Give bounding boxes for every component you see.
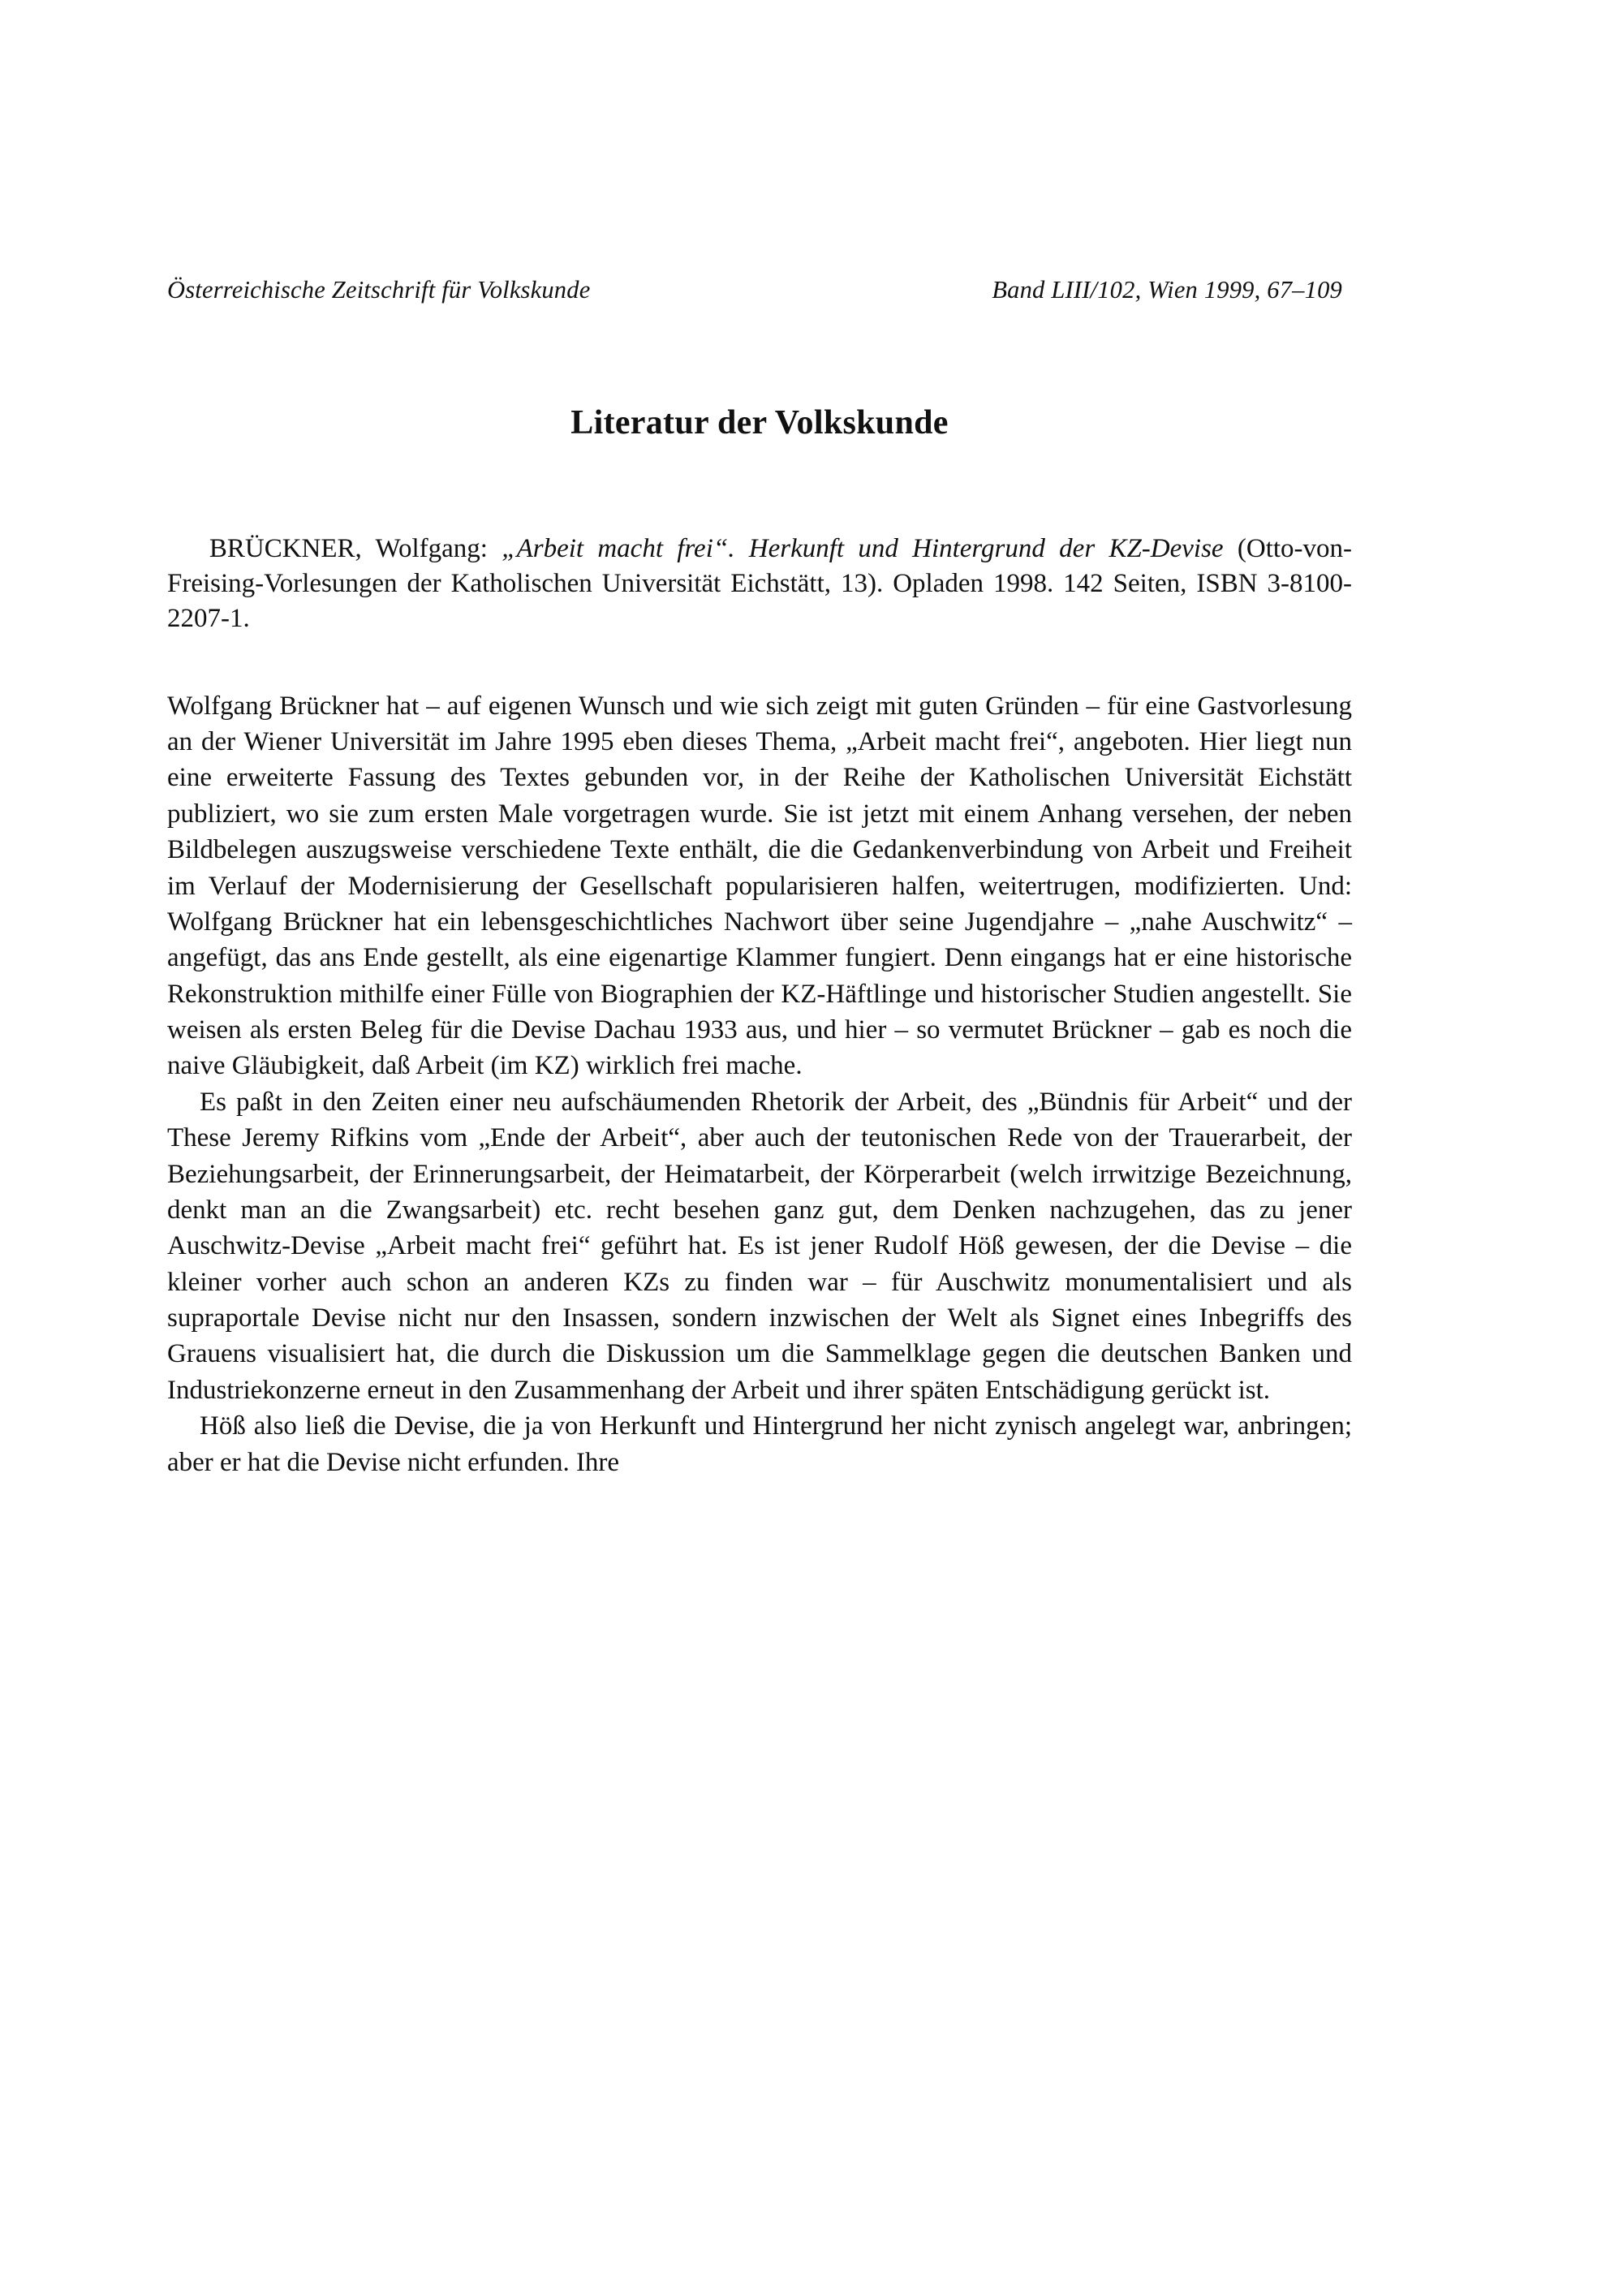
bibliographic-entry bbox=[167, 532, 1352, 636]
body-paragraph-3: Höß also ließ die Devise, die ja von Herkunft und Hintergrund her nicht zynisch angelegt war, anbringen; aber er hat die Devise nicht erfunden. Ihre bbox=[167, 1411, 1352, 1477]
journal-name: Österreichische Zeitschrift für Volkskunde bbox=[167, 276, 591, 304]
entry-author: BRÜCKNER, Wolfgang: bbox=[209, 534, 488, 563]
body-paragraph-2: Es paßt in den Zeiten einer neu aufschäumenden Rhetorik der Arbeit, des „Bündnis für Arbeit“ und der These Jeremy Rifkins vom „Ende der Arbeit“, aber auch der teutonischen Rede von der Trauerarbeit, der Beziehungsarbeit, der Erinnerungsarbeit, der Heimatarbeit, der Körperarbeit (welch irrwitzige Bezeichnung, denkt man an die Zwangsarbeit) etc. recht besehen ganz gut, dem Denken nachzugehen, das zu jener Auschwitz-Devise „Arbeit macht frei“ geführt hat. Es ist jener Rudolf Höß gewesen, der die Devise – die kleiner vorher auch schon an anderen KZs zu finden war – für Auschwitz monumentalisiert und als supraportale Devise nicht nur den Insassen, sondern inzwischen der Welt als Signet eines Inbegriffs des Grauens visualisiert hat, die durch die Diskussion um die Sammelklage gegen die deutschen Banken und Industriekonzerne erneut in den Zusammenhang der Arbeit und ihrer späten Entschädigung gerückt ist. bbox=[167, 1087, 1352, 1405]
running-head bbox=[167, 276, 1352, 304]
entry-imprint: (Otto-von-Freising-Vorlesungen der Katholischen Universität Eichstätt, 13). Opladen 1998. 142 Seiten, ISBN 3-8100-2207-1. bbox=[167, 534, 1353, 633]
entry-work-title: „Arbeit macht frei“. Herkunft und Hintergrund der KZ-Devise bbox=[502, 534, 1224, 563]
page-content bbox=[167, 276, 1352, 1480]
page-title: Literatur der Volkskunde bbox=[570, 404, 949, 442]
body-paragraph-1: Wolfgang Brückner hat – auf eigenen Wunsch und wie sich zeigt mit guten Gründen – für eine Gastvorlesung an der Wiener Universität im Jahre 1995 eben dieses Thema, „Arbeit macht frei“, angeboten. Hier liegt nun eine erweiterte Fassung des Textes gebunden vor, in der Reihe der Katholischen Universität Eichstätt publiziert, wo sie zum ersten Male vorgetragen wurde. Sie ist jetzt mit einem Anhang versehen, der neben Bildbelegen auszugsweise verschiedene Texte enthält, die die Gedankenverbindung von Arbeit und Freiheit im Verlauf der Modernisierung der Gesellschaft popularisieren halfen, weitertrugen, modifizierten. Und: Wolfgang Brückner hat ein lebensgeschichtliches Nachwort über seine Jugendjahre – „nahe Auschwitz“ – angefügt, das ans Ende gestellt, als eine eigenartige Klammer fungiert. Denn eingangs hat er eine historische Rekonstruktion mithilfe einer Fülle von Biographien der KZ-Häftlinge und historischer Studien angestellt. Sie weisen als ersten Beleg für die Devise Dachau 1933 aus, und hier – so vermutet Brückner – gab es noch die naive Gläubigkeit, daß Arbeit (im KZ) wirklich frei mache. bbox=[167, 691, 1352, 1081]
entry-indent bbox=[167, 534, 209, 563]
issue-info: Band LIII/102, Wien 1999, 67–109 bbox=[992, 276, 1342, 304]
